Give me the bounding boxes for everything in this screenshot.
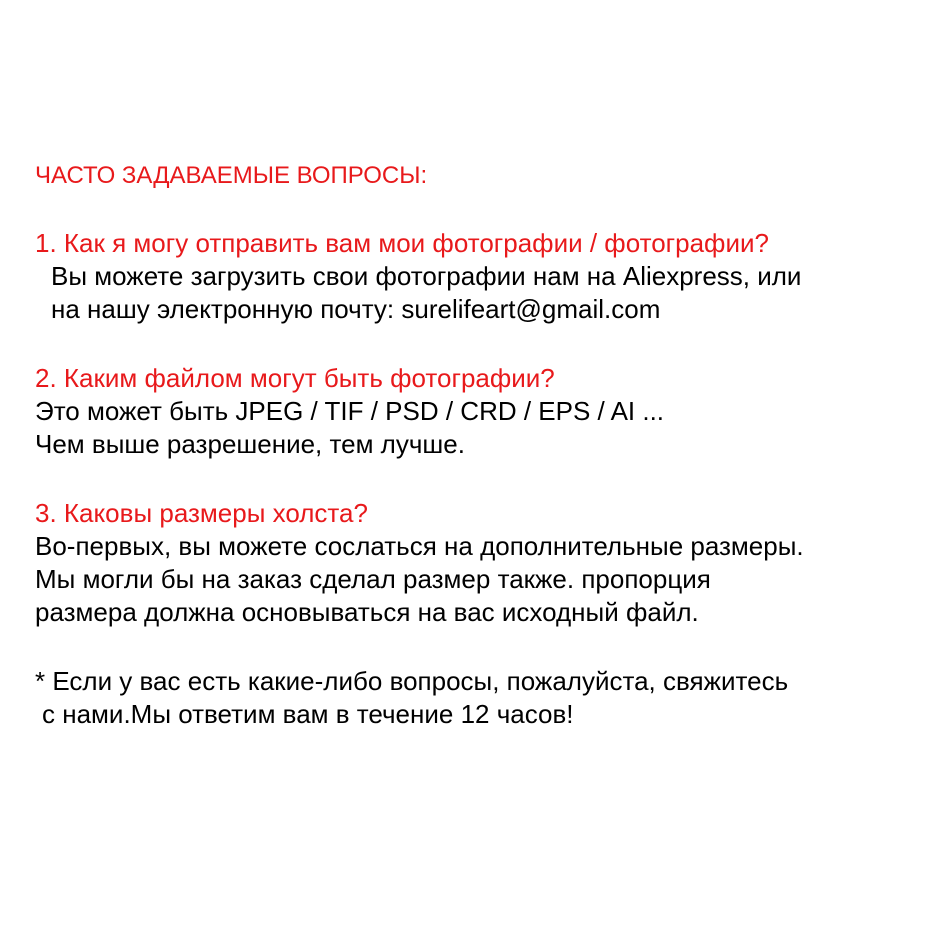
question-1: 1. Как я могу отправить вам мои фотографии / фотографии? (35, 228, 769, 258)
note-line-2: с нами.Мы ответим вам в течение 12 часов! (42, 699, 574, 729)
answer-3-line-2: Мы могли бы на заказ сделал размер также. пропорция (35, 564, 711, 594)
answer-1-line-1: Вы можете загрузить свои фотографии нам на Aliexpress, или (51, 261, 802, 291)
answer-3-line-3: размера должна основываться на вас исходный файл. (35, 597, 699, 627)
question-2: 2. Каким файлом могут быть фотографии? (35, 363, 555, 393)
answer-2-line-1: Это может быть JPEG / TIF / PSD / CRD / EPS / AI ... (35, 396, 665, 426)
answer-1-line-2: на нашу электронную почту: surelifeart@gmail.com (51, 294, 661, 324)
answer-3-line-1: Во-первых, вы можете сослаться на дополнительные размеры. (35, 531, 804, 561)
answer-2-line-2: Чем выше разрешение, тем лучше. (35, 429, 465, 459)
question-3: 3. Каковы размеры холста? (35, 498, 368, 528)
faq-title: ЧАСТО ЗАДАВАЕМЫЕ ВОПРОСЫ: (35, 162, 428, 189)
note-line-1: * Если у вас есть какие-либо вопросы, пожалуйста, свяжитесь (35, 666, 789, 696)
